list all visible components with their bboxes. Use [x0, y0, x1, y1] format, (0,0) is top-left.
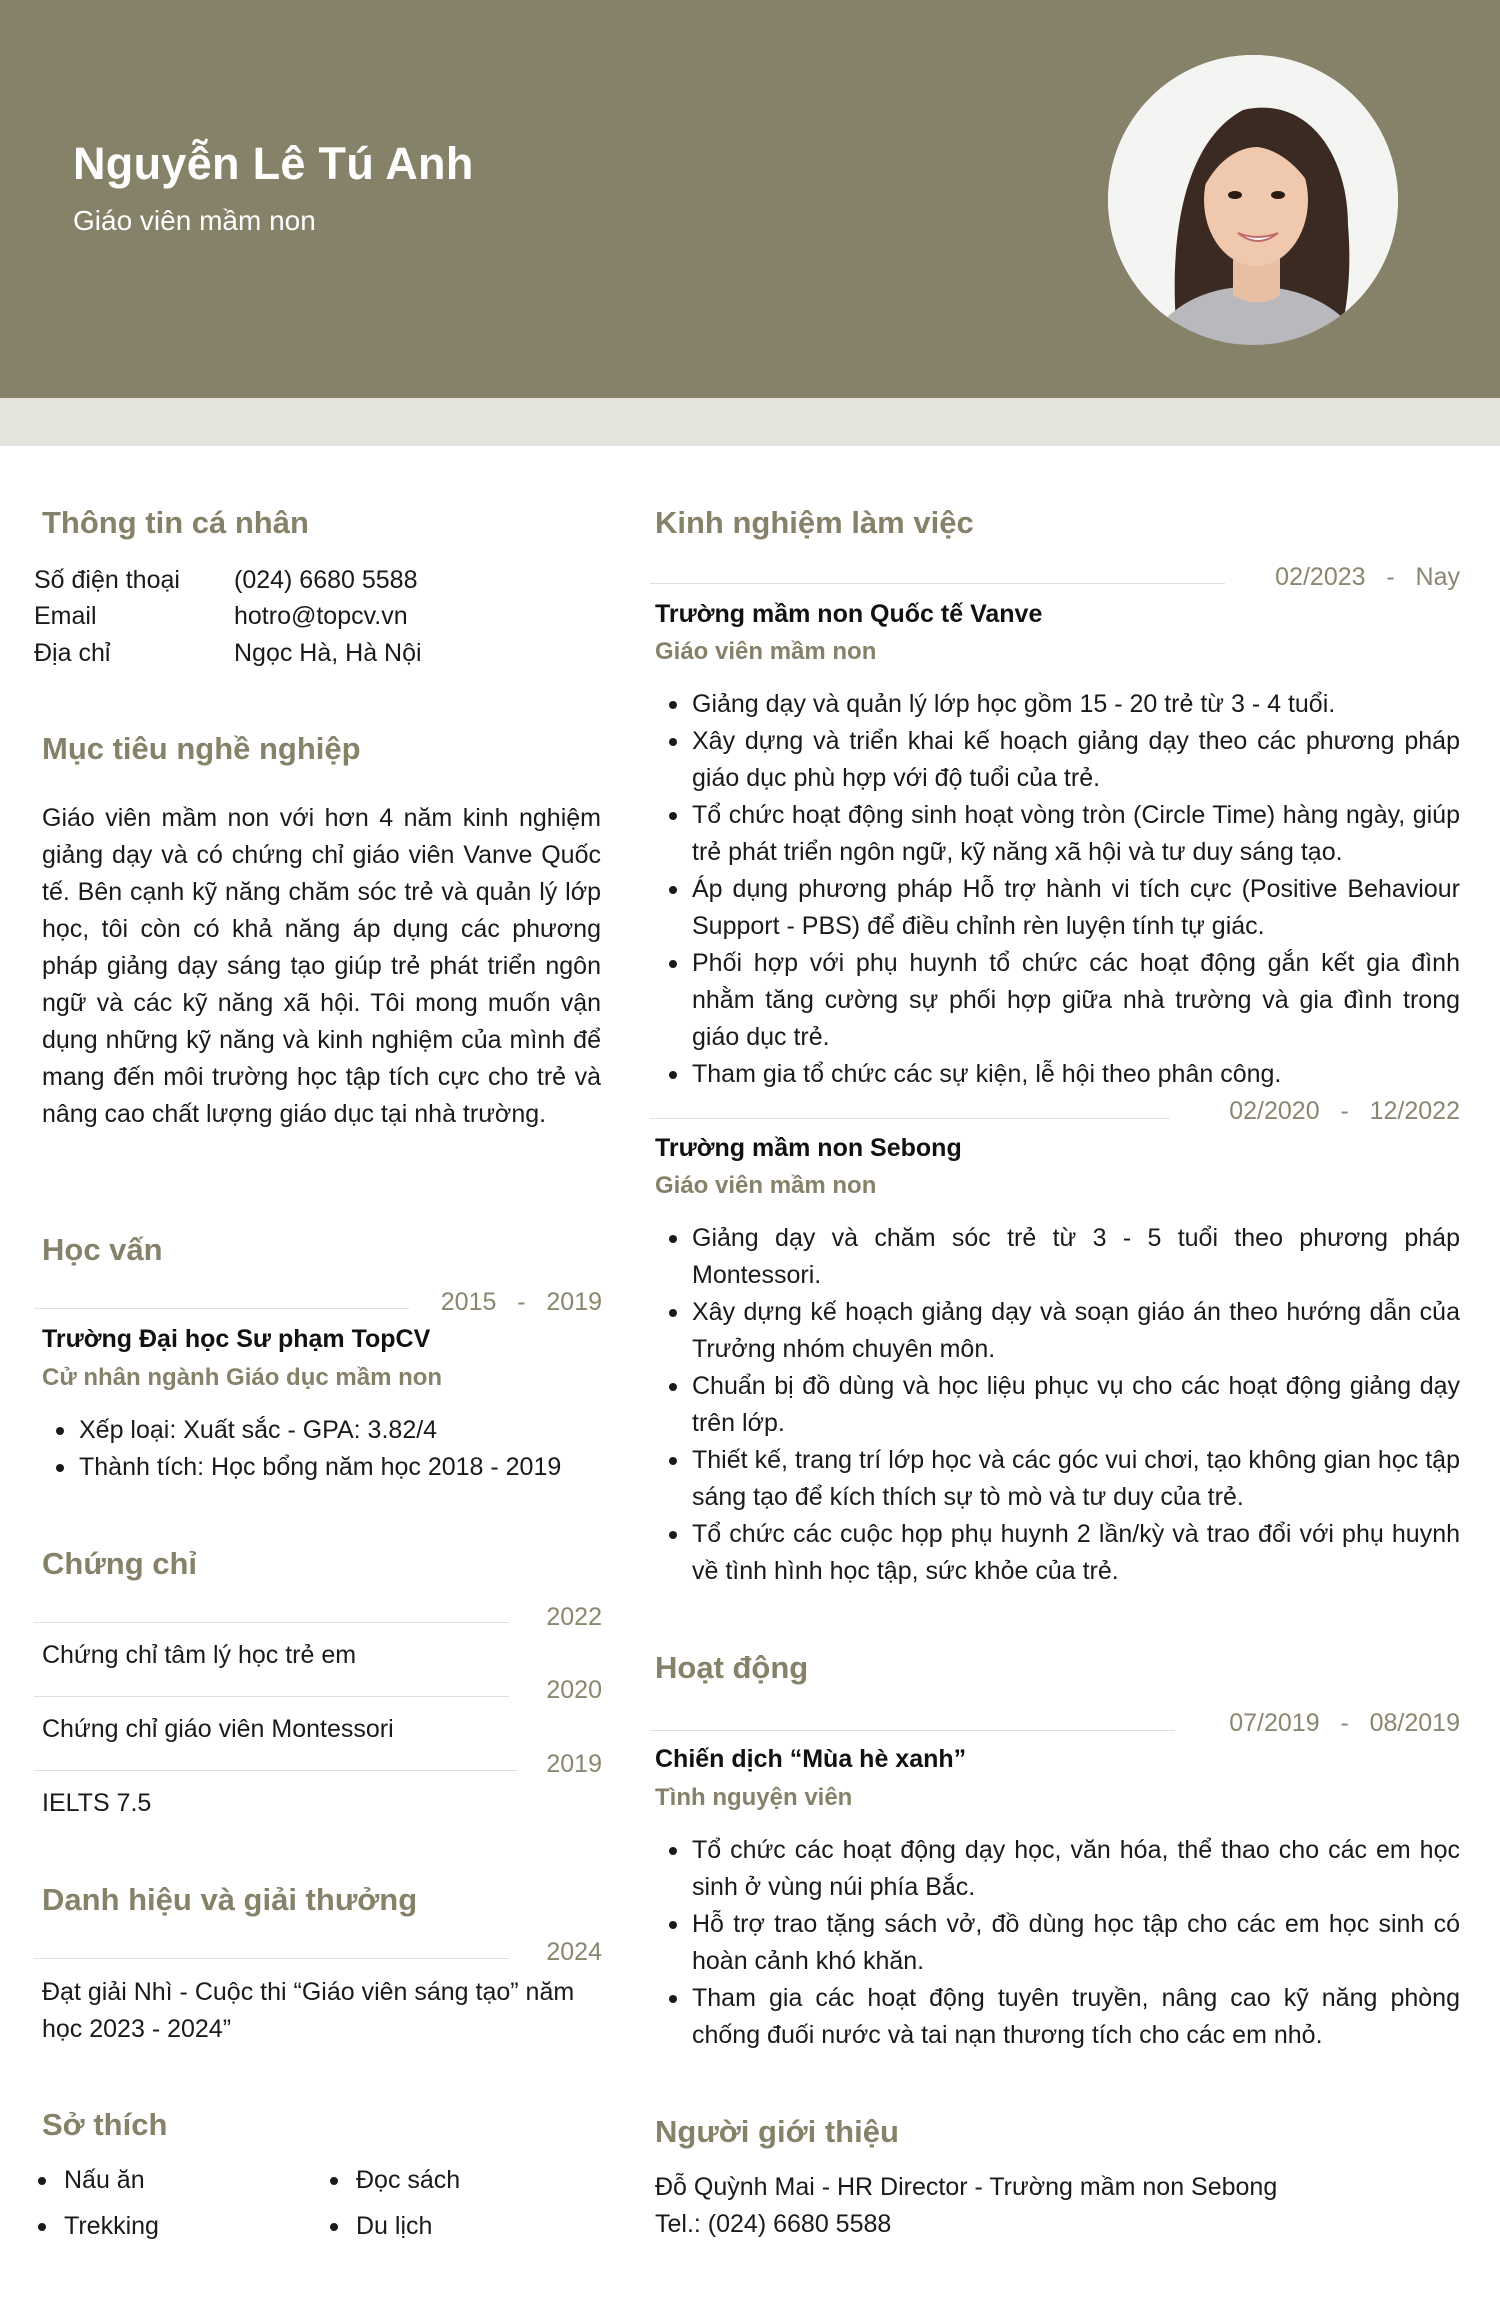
email-label: Email: [34, 602, 97, 630]
address-value: Ngọc Hà, Hà Nội: [234, 639, 422, 667]
candidate-title: Giáo viên mầm non: [73, 205, 316, 236]
list-item: Tổ chức các hoạt động dạy học, văn hóa, thể thao cho các em học sinh ở vùng núi phía Bắc.: [655, 1832, 1460, 1906]
education-title: Học vấn: [42, 1232, 163, 1267]
education-school: Trường Đại học Sư phạm TopCV: [42, 1325, 431, 1353]
reference-person: Đỗ Quỳnh Mai - HR Director - Trường mầm non Sebong: [655, 2173, 1278, 2201]
certificate-rule: [34, 1622, 509, 1623]
certificate-name: Chứng chỉ tâm lý học trẻ em: [42, 1641, 357, 1669]
certificate-name: Chứng chỉ giáo viên Montessori: [42, 1715, 394, 1743]
certificate-rule: [34, 1696, 509, 1697]
award-text: Đạt giải Nhì - Cuộc thi “Giáo viên sáng tạo” năm học 2023 - 2024”: [42, 1978, 575, 2043]
education-degree: Cử nhân ngành Giáo dục mầm non: [42, 1364, 443, 1391]
education-date: 2015 - 2019: [440, 1288, 602, 1316]
awards-title: Danh hiệu và giải thưởng: [42, 1882, 418, 1917]
hobby-item: Nấu ăn: [34, 2162, 145, 2199]
hobbies-title: Sở thích: [42, 2107, 168, 2142]
job-date: 02/2023 - Nay: [1275, 563, 1460, 591]
list-item: Thiết kế, trang trí lớp học và các góc vui chơi, tạo không gian học tập sáng tạo để kích thích sự tò mò và tư duy của trẻ.: [655, 1442, 1460, 1516]
hobby-item: Du lịch: [326, 2208, 432, 2245]
list-item: Chuẩn bị đồ dùng và học liệu phục vụ cho các hoạt động giảng dạy trên lớp.: [655, 1368, 1460, 1442]
certificate-year: 2022: [546, 1603, 602, 1631]
activity-org: Chiến dịch “Mùa hè xanh”: [655, 1745, 967, 1773]
address-label: Địa chỉ: [34, 639, 111, 667]
job-rule: [650, 583, 1225, 584]
activities-title: Hoạt động: [655, 1650, 809, 1685]
list-item: Tham gia các hoạt động tuyên truyền, nâng cao kỹ năng phòng chống đuối nước và tai nạn thương tích cho các em nhỏ.: [655, 1980, 1460, 2054]
phone-value: (024) 6680 5588: [234, 566, 418, 594]
certificate-name: IELTS 7.5: [42, 1789, 152, 1817]
certificate-year: 2019: [546, 1750, 602, 1778]
list-item: Hỗ trợ trao tặng sách vở, đồ dùng học tập cho các em học sinh có hoàn cảnh khó khăn.: [655, 1906, 1460, 1980]
list-item: Phối hợp với phụ huynh tổ chức các hoạt động gắn kết gia đình nhằm tăng cường sự phối hợp giữa nhà trường và gia đình trong giáo dục trẻ.: [655, 945, 1460, 1056]
email-value[interactable]: hotro@topcv.vn: [234, 602, 408, 630]
header-strip: [0, 398, 1500, 446]
certificate-rule: [34, 1770, 517, 1771]
list-item: Xây dựng kế hoạch giảng dạy và soạn giáo án theo hướng dẫn của Trưởng nhóm chuyên môn.: [655, 1294, 1460, 1368]
education-list: [42, 1412, 612, 1486]
reference-phone: Tel.: (024) 6680 5588: [655, 2210, 892, 2238]
activity-rule: [650, 1730, 1175, 1731]
job-company: Trường mầm non Sebong: [655, 1134, 962, 1162]
experience-title: Kinh nghiệm làm việc: [655, 505, 974, 540]
avatar-photo: [1108, 55, 1398, 345]
job-duties-list: [655, 686, 1460, 1093]
phone-label: Số điện thoại: [34, 566, 180, 594]
hobby-item: Đọc sách: [326, 2162, 460, 2199]
list-item: Xây dựng và triển khai kế hoạch giảng dạy theo các phương pháp giáo dục phù hợp với độ tuổi của trẻ.: [655, 723, 1460, 797]
activity-role: Tình nguyện viên: [655, 1784, 853, 1811]
job-role: Giáo viên mầm non: [655, 1172, 877, 1199]
list-item: Tổ chức các cuộc họp phụ huynh 2 lần/kỳ và trao đổi với phụ huynh về tình hình học tập, sức khỏe của trẻ.: [655, 1516, 1460, 1590]
list-item: Tổ chức hoạt động sinh hoạt vòng tròn (Circle Time) hàng ngày, giúp trẻ phát triển ngôn ngữ, kỹ năng xã hội và tư duy sáng tạo.: [655, 797, 1460, 871]
award-year: 2024: [546, 1938, 602, 1966]
job-date: 02/2020 - 12/2022: [1229, 1097, 1460, 1125]
list-item: Tham gia tổ chức các sự kiện, lễ hội theo phân công.: [655, 1056, 1460, 1093]
list-item: Thành tích: Học bổng năm học 2018 - 2019: [42, 1449, 612, 1486]
activity-date: 07/2019 - 08/2019: [1229, 1709, 1460, 1737]
list-item: Giảng dạy và chăm sóc trẻ từ 3 - 5 tuổi theo phương pháp Montessori.: [655, 1220, 1460, 1294]
job-company: Trường mầm non Quốc tế Vanve: [655, 600, 1043, 628]
job-role: Giáo viên mầm non: [655, 638, 877, 665]
job-rule: [650, 1118, 1170, 1119]
certificate-year: 2020: [546, 1676, 602, 1704]
award-rule: [34, 1958, 509, 1959]
candidate-name: Nguyễn Lê Tú Anh: [73, 138, 474, 189]
list-item: Áp dụng phương pháp Hỗ trợ hành vi tích cực (Positive Behaviour Support - PBS) để điều chỉnh rèn luyện tính tự giác.: [655, 871, 1460, 945]
list-item: Giảng dạy và quản lý lớp học gồm 15 - 20 trẻ từ 3 - 4 tuổi.: [655, 686, 1460, 723]
education-rule: [34, 1308, 409, 1309]
list-item: Xếp loại: Xuất sắc - GPA: 3.82/4: [42, 1412, 612, 1449]
objective-text: Giáo viên mầm non với hơn 4 năm kinh nghiệm giảng dạy và có chứng chỉ giáo viên Vanve Quốc tế. Bên cạnh kỹ năng chăm sóc trẻ và quản lý lớp học, tôi còn có khả năng áp dụng các phương pháp giảng dạy sáng tạo giúp trẻ phát triển ngôn ngữ và các kỹ năng xã hội. Tôi mong muốn vận dụng những kỹ năng và kinh nghiệm của mình để mang đến môi trường học tập tích cực cho trẻ và nâng cao chất lượng giáo dục tại nhà trường.: [42, 804, 601, 1128]
avatar: [1108, 55, 1398, 345]
personal-info-title: Thông tin cá nhân: [42, 505, 309, 540]
certificates-title: Chứng chỉ: [42, 1546, 198, 1581]
objective-title: Mục tiêu nghề nghiệp: [42, 731, 361, 766]
references-title: Người giới thiệu: [655, 2114, 899, 2149]
activity-list: [655, 1832, 1460, 2054]
job-duties-list: [655, 1220, 1460, 1590]
hobby-item: Trekking: [34, 2208, 159, 2245]
